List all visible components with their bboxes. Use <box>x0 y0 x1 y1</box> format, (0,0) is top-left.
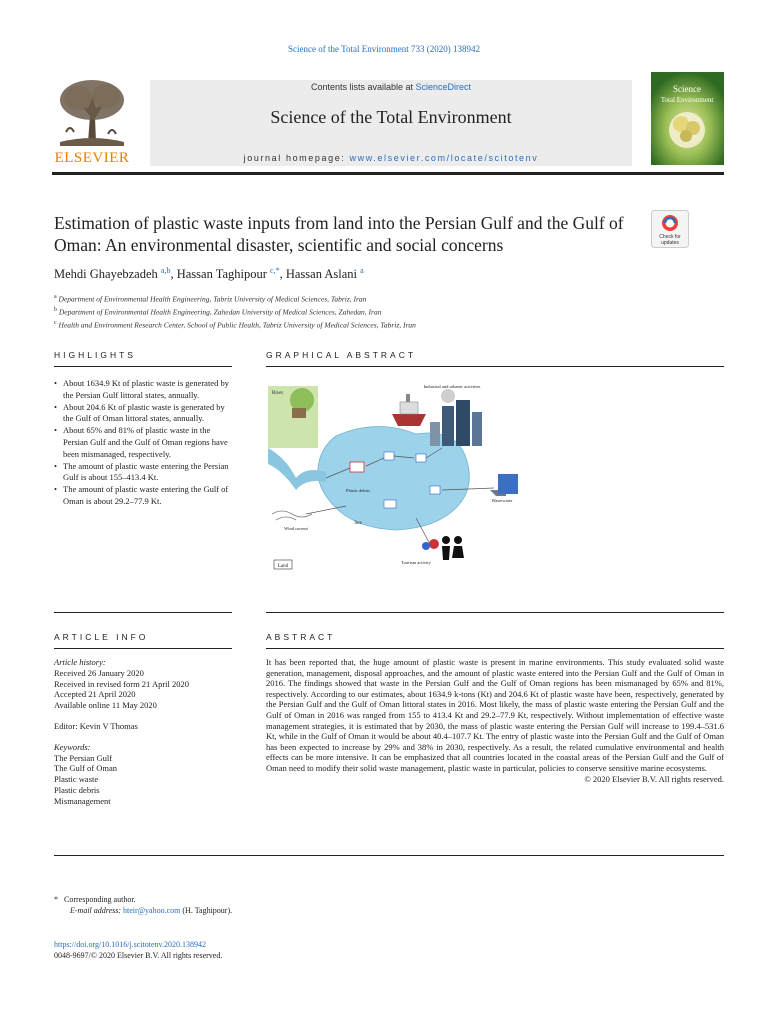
homepage-link[interactable]: www.elsevier.com/locate/scitotenv <box>349 153 539 163</box>
journal-homepage: journal homepage: www.elsevier.com/locate/scitotenv <box>243 153 539 163</box>
check-for-updates-badge[interactable] <box>651 210 689 248</box>
article-title: Estimation of plastic waste inputs from land into the Persian Gulf and the Gulf of Oman: An environmental disaster, scientific and social concerns <box>54 213 624 255</box>
graphical-abstract-heading: GRAPHICAL ABSTRACT <box>266 350 417 360</box>
label-tourism: Tourism activity <box>401 560 431 565</box>
highlights-rule <box>54 366 232 367</box>
label-river: River <box>272 391 284 396</box>
author[interactable]: Hassan Aslani $^a$ <box>285 266 364 282</box>
graphical-abstract-bottom-rule <box>266 612 724 613</box>
article-info <box>54 657 254 807</box>
graphical-abstract-figure[interactable] <box>266 378 526 574</box>
author-email-link[interactable]: hteir@yahoo.com <box>123 905 181 915</box>
elsevier-wordmark: ELSEVIER <box>54 150 130 166</box>
abstract-rule <box>266 648 724 649</box>
keyword: Plastic waste <box>54 774 99 785</box>
affiliation: $^a$ Department of Environmental Health Engineering, Tabriz University of Medical Sciences, Tabriz, Iran <box>54 294 367 304</box>
highlight-item: • About 1634.9 Kt of plastic waste is generated by the Persian Gulf littoral states, annually. <box>54 378 232 402</box>
highlight-item: • The amount of plastic waste entering the Persian Gulf is about 155–413.4 Kt. <box>54 461 232 485</box>
corresponding-author-footnote: * Corresponding author. E-mail address: hteir@yahoo.com (H. Taghipour). <box>54 895 233 915</box>
abstract-heading: ABSTRACT <box>266 632 336 642</box>
label-plastic-debris: Plastic debris <box>345 488 371 493</box>
highlights-heading: HIGHLIGHTS <box>54 350 136 360</box>
history-label: Article history: <box>54 657 106 667</box>
editor: Editor: Kevin V Thomas <box>54 720 138 731</box>
doi-block <box>54 940 454 961</box>
doi-link[interactable]: https://doi.org/10.1016/j.scitotenv.2020.138942 <box>54 940 206 949</box>
graphical-abstract-rule <box>266 366 724 367</box>
abstract-copyright: © 2020 Elsevier B.V. All rights reserved. <box>584 773 724 784</box>
rights-statement: 0048-9697/© 2020 Elsevier B.V. All rights reserved. <box>54 950 223 960</box>
history-item: Accepted 21 April 2020 <box>54 689 136 700</box>
body-bottom-rule <box>54 855 724 856</box>
label-sea: Sea <box>354 521 362 526</box>
abstract-body <box>266 657 724 784</box>
affiliation: $^b$ Department of Environmental Health Engineering, Zahedan University of Medical Sciences, Zahedan, Iran <box>54 307 382 317</box>
author[interactable]: Mehdi Ghayebzadeh $^{a,b}$, <box>54 266 177 282</box>
crossmark-label-line1: Check for <box>659 234 681 240</box>
author-list <box>54 266 654 282</box>
history-item: Available online 11 May 2020 <box>54 700 157 711</box>
crossmark-label-line2: updates <box>661 240 679 246</box>
journal-cover-image[interactable] <box>651 72 724 165</box>
highlights-list <box>54 378 232 508</box>
abstract-text: It has been reported that, the huge amount of plastic waste is present in marine environments. This study evaluated solid waste generation, management, disposal approaches, and the amount of plastic waste entered into the Persian Gulf and the Gulf of Oman in 2016. The findings showed that waste in the Persian Gulf and the Gulf of Oman regions has been mismanaged by 65% and 81%, respectively. According to our estimates, about 1634.9 k-tons (Kt) and 204.6 Kt of plastic waste have been, respectively, generated by the Persian Gulf and the Gulf of Oman littoral states in 2016. Most likely, the mass of plastic waste entering the Persian Gulf and the Gulf of Oman in 2016 was ranged from 155 to 413.4 Kt and 29.2–77.9 Kt, respectively. Without implementation of effective waste management strategies, it is estimated that by 2030, the mass of plastic waste entering the Persian Gulf will increase to 199.4–531.6 Kt, while in the Gulf of Oman it would be about 40.4–107.7 Kt. The entry of plastic waste into the Persian Gulf and the Gulf of Oman has been expected to increase by 29% and 38% in 2030, respectively. As a result, the related cumulative environmental and health effects can be more intensive. It can be emphasized that all countries located in the coastal areas of the Persian Gulf and the Gulf of Oman need to modify their solid waste management, plastic waste in particular, policies to conserve sensitive marine ecosystems. <box>266 657 724 773</box>
contents-line: Contents lists available at ScienceDirect <box>310 82 472 92</box>
label-wastewater: Wastewater <box>491 498 513 503</box>
wastewater-icon <box>498 474 518 494</box>
keywords-label: Keywords: <box>54 741 91 752</box>
keyword: Mismanagement <box>54 795 111 806</box>
highlight-item: • The amount of plastic waste entering the Gulf of Oman is about 29.2–77.9 Kt. <box>54 484 232 508</box>
author[interactable]: Hassan Taghipour $^{c,*}$, <box>176 266 286 282</box>
highlight-item: • About 204.6 Kt of plastic waste is generated by the Gulf of Oman littoral states, annually. <box>54 402 232 426</box>
history-item: Received in revised form 21 April 2020 <box>54 678 190 689</box>
keyword: Plastic debris <box>54 784 100 795</box>
building-icon <box>442 406 454 446</box>
affiliation: $^c$ Health and Environment Research Center, School of Public Health, Tabriz University of Medical Sciences, Tabriz, Iran <box>54 320 416 330</box>
cover-title-line1: Science <box>673 84 701 94</box>
label-wind: Wind current <box>284 526 308 531</box>
header-rule <box>52 172 724 175</box>
label-industrial: Industrial and urbanic activities <box>423 384 481 389</box>
tourist-icon <box>442 536 450 544</box>
keyword: The Gulf of Oman <box>54 763 118 774</box>
history-item: Received 26 January 2020 <box>54 667 144 678</box>
sciencedirect-link[interactable]: ScienceDirect <box>415 82 472 92</box>
journal-reference[interactable]: Science of the Total Environment 733 (2020) 138942 <box>288 44 480 54</box>
journal-title: Science of the Total Environment <box>270 107 512 127</box>
affiliations <box>54 292 654 331</box>
article-info-heading: ARTICLE INFO <box>54 632 149 642</box>
river-shape <box>268 448 326 490</box>
label-land: Land <box>277 564 289 569</box>
highlight-item: • About 65% and 81% of plastic waste in the Persian Gulf and the Gulf of Oman regions have been mismanaged, respectively. <box>54 425 232 460</box>
cover-title-line2: Total Environment <box>660 96 714 104</box>
highlights-bottom-rule <box>54 612 232 613</box>
keyword: The Persian Gulf <box>54 752 113 763</box>
article-info-rule <box>54 648 232 649</box>
person-icon <box>292 408 306 418</box>
